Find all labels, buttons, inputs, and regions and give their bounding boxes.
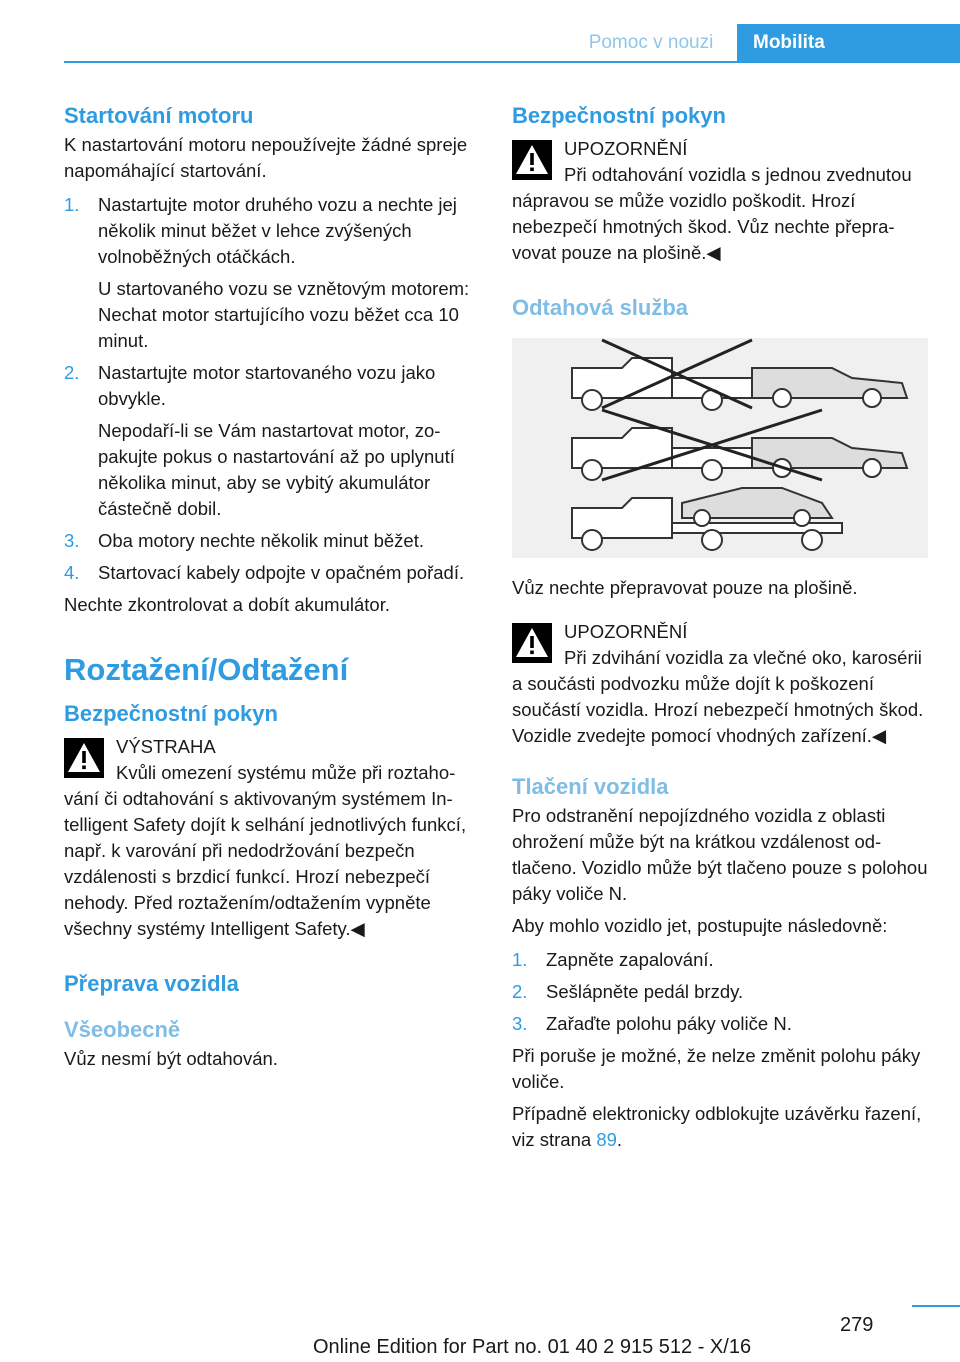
paragraph-procedure: Aby mohlo vozidlo jet, postupujte následovně:	[512, 915, 888, 936]
heading-tow-service: Odtahová služba	[512, 295, 689, 320]
warning-text: Při zdvihání vozidla za vlečné oko, karosérii a součásti podvozku může dojít k poškození součástí vozidla. Hrozí nebezpečí hmotných škod. Vozidle zvedejte pomocí vhodných zařízení.◀	[512, 647, 924, 746]
list-item: 2. Nastartujte motor startovaného vozu jako obvykle.	[64, 362, 436, 409]
warning-label: UPOZORNĚNÍ	[564, 621, 688, 642]
warning-triangle-icon	[512, 140, 552, 180]
list-item-note: Nepodaří-li se Vám nastartovat motor, zopakujte pokus o nastartování až po uplynutí několika minut, aby se vybitý akumulátor částečně dobil.	[98, 420, 455, 519]
warning-label: UPOZORNĚNÍ	[564, 138, 688, 159]
paragraph-check-battery: Nechte zkontrolovat a dobít akumulátor.	[64, 594, 390, 615]
paragraph-pushing: Pro odstranění nepojízdného vozidla z oblasti ohrožení může být na krátkou vzdálenost odtlačeno. Vozidlo může být tlačeno pouze s polohou páky voliče N.	[512, 805, 928, 904]
paragraph-unlock: Případně elektronicky odblokujte uzávěrku řazení, viz strana 89.	[512, 1103, 922, 1150]
right-column	[512, 100, 932, 1153]
paragraph-start-spray: K nastartování motoru nepoužívejte žádné spreje napomáhající startování.	[64, 134, 468, 181]
warning-box	[512, 619, 932, 749]
tab-emergency-help[interactable]: Pomoc v nouzi	[588, 32, 714, 53]
heading-safety-note: Bezpečnostní pokyn	[512, 103, 726, 128]
heading-general: Všeobecně	[64, 1017, 181, 1042]
edition-line: Online Edition for Part no. 01 40 2 915 512 - X/16	[313, 1336, 752, 1358]
heading-towing: Roztažení/Odtažení	[64, 652, 349, 687]
list-item: 3. Zařaďte polohu páky voliče N.	[512, 1013, 792, 1034]
warning-text: Kvůli omezení systému může při roztahování či odtahování s aktivovaným systémem Intelligent Safety dojít k selhání jednotlivých funkcí, např. k varování při nedodržování bezpečn vzdálenosti s brzdicí funkcí. Hrozí nebezpečí nehody. Před roztažením/odtažením vypněte všechny systémy Intelligent Safety.◀	[64, 762, 467, 939]
heading-pushing: Tlačení vozidla	[512, 774, 669, 799]
warning-triangle-icon	[64, 738, 104, 778]
illustration-caption: Vůz nechte přepravovat pouze na plošině.	[512, 577, 858, 598]
paragraph-failure: Při poruše je možné, že nelze změnit polohu páky voliče.	[512, 1045, 921, 1092]
list-item: 1. Zapněte zapalování.	[512, 949, 714, 970]
list-item: 4. Startovací kabely odpojte v opačném pořadí.	[64, 562, 465, 583]
towing-illustration	[512, 338, 928, 558]
warning-triangle-icon	[512, 623, 552, 663]
page-number: 279	[840, 1314, 874, 1336]
left-column	[64, 100, 484, 1072]
paragraph-no-tow: Vůz nesmí být odtahován.	[64, 1048, 278, 1069]
list-item-note: U startovaného vozu se vznětovým motorem: Nechat motor startujícího vozu běžet cca 10 minut.	[98, 278, 470, 351]
tab-mobility[interactable]: Mobilita	[737, 24, 960, 62]
warning-label: VÝSTRAHA	[116, 736, 216, 757]
page-link[interactable]: 89	[596, 1129, 617, 1150]
heading-vehicle-transport: Přeprava vozidla	[64, 971, 239, 996]
footer-rule	[912, 1305, 960, 1307]
list-item: 1. Nastartujte motor druhého vozu a nechte jej několik minut běžet v lehce zvýšených volnoběžných otáčkách.	[64, 194, 457, 267]
heading-safety-note: Bezpečnostní pokyn	[64, 701, 278, 726]
list-item: 2. Sešlápněte pedál brzdy.	[512, 981, 744, 1002]
list-item: 3. Oba motory nechte několik minut běžet.	[64, 530, 424, 551]
warning-box	[64, 734, 484, 942]
heading-engine-start: Startování motoru	[64, 103, 254, 128]
warning-text: Při odtahování vozidla s jednou zvednutou nápravou se může vozidlo poškodit. Hrozí nebezpečí hmotných škod. Vůz nechte přepravovat pouze na plošině.◀	[512, 164, 912, 263]
warning-box	[512, 136, 932, 266]
